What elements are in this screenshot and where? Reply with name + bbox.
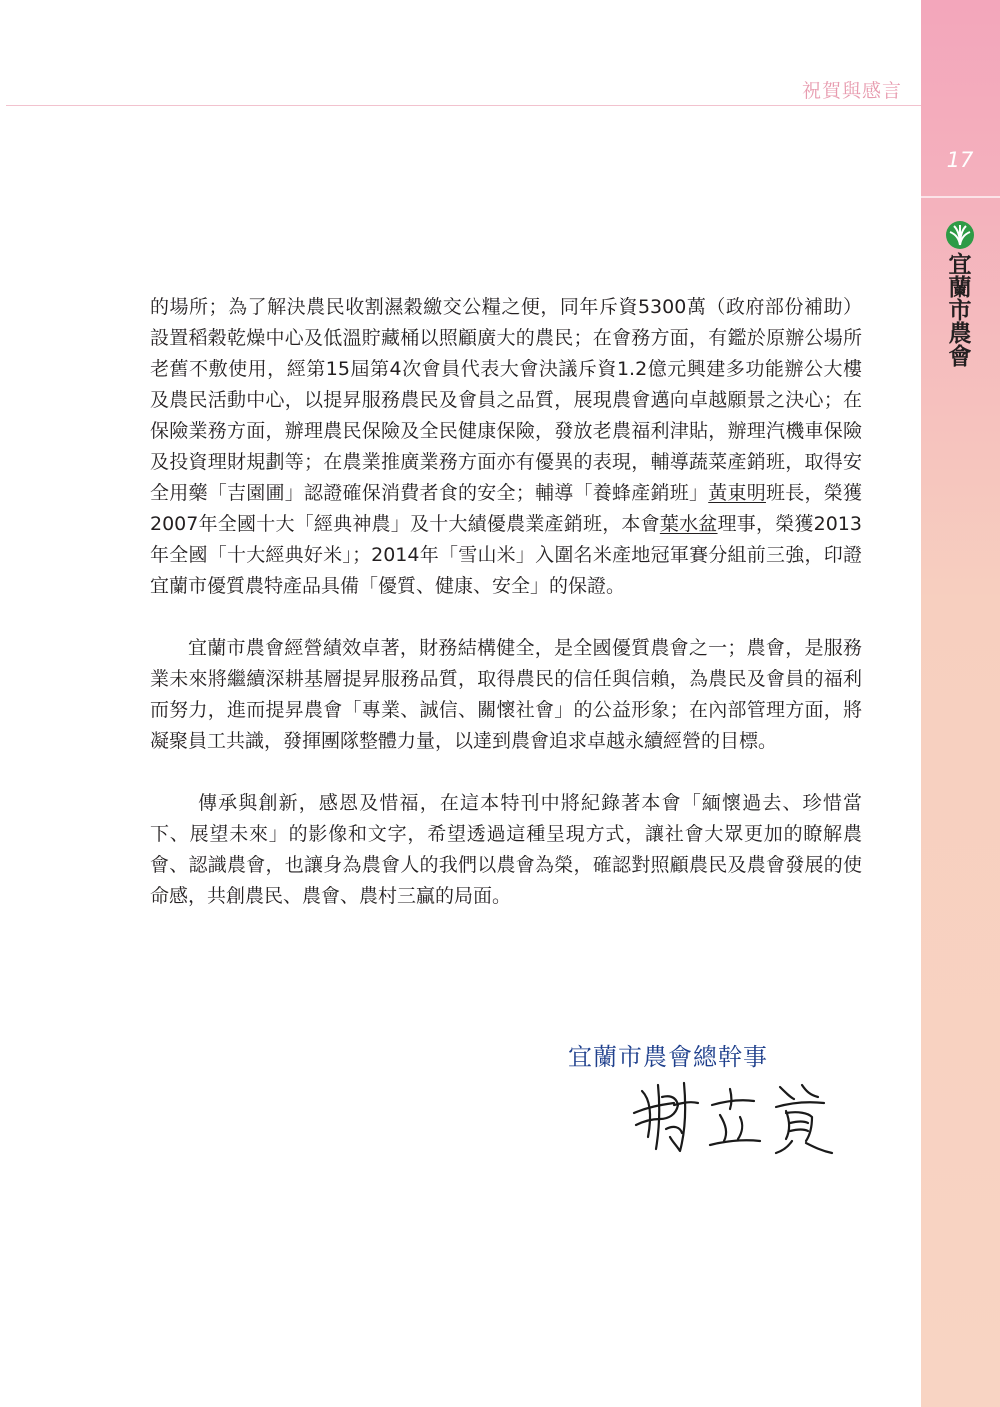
paragraph-1: [150, 292, 862, 602]
yilan-farmers-association-logo-icon: [945, 220, 975, 250]
underlined-name-huang: 黃東明: [708, 482, 766, 504]
article-body: [150, 292, 862, 912]
page-number: 17: [946, 148, 974, 172]
signature-title: 宜蘭市農會總幹事: [568, 1043, 768, 1071]
underlined-name-ye: 葉水盆: [659, 513, 718, 535]
paragraph-1-part-a: 的場所；為了解決農民收割濕穀繳交公糧之便，同年斥資5300萬（政府部份補助）設置稻穀乾燥中心及低溫貯藏桶以照顧廣大的農民；在會務方面，有鑑於原辦公場所老舊不敷使用，經第15屆第4次會員代表大會決議斥資1.2億元興建多功能辦公大樓及農民活動中心，以提昇服務農民及會員之品質，展現農會邁向卓越願景之決心；在保險業務方面，辦理農民保險及全民健康保險，發放老農福利津貼，辦理汽機車保險及投資理財規劃等；在農業推廣業務方面亦有優異的表現，輔導蔬菜產銷班，取得安全用藥「吉園圃」認證確保消費者食的安全；輔導「養蜂產銷班」: [150, 296, 862, 504]
paragraph-2: 宜蘭市農會經營績效卓著，財務結構健全，是全國優質農會之一；農會，是服務業未來將繼續深耕基層提昇服務品質，取得農民的信任與信賴，為農民及會員的福利而努力，進而提昇農會「專業、誠信、關懷社會」的公益形象；在內部管理方面，將凝聚員工共識，發揮團隊整體力量，以達到農會追求卓越永續經營的目標。: [150, 637, 862, 752]
handwritten-signature: [630, 1075, 840, 1155]
org-name-vertical: 宜蘭市農會: [948, 252, 972, 370]
section-title: 祝賀與感言: [801, 80, 902, 102]
tab-divider: [921, 196, 1000, 198]
paragraph-1-part-b: 班長，榮獲2007年全國十大「經典神農」及十大績優農業產銷班，本會: [150, 482, 862, 535]
side-tab: [921, 0, 1000, 1407]
header-divider: [6, 105, 921, 106]
paragraph-3: 傳承與創新，感恩及惜福，在這本特刊中將紀錄著本會「緬懷過去、珍惜當下、展望未來」的影像和文字，希望透過這種呈現方式，讓社會大眾更加的瞭解農會、認識農會，也讓身為農會人的我們以農會為榮，確認對照顧農民及農會發展的使命感，共創農民、農會、農村三贏的局面。: [150, 792, 862, 907]
paragraph-1-part-c: 理事，榮獲2013年全國「十大經典好米」；2014年「雪山米」入圍名米產地冠軍賽分組前三強，印證宜蘭市優質農特產品具備「優質、健康、安全」的保證。: [150, 513, 862, 597]
